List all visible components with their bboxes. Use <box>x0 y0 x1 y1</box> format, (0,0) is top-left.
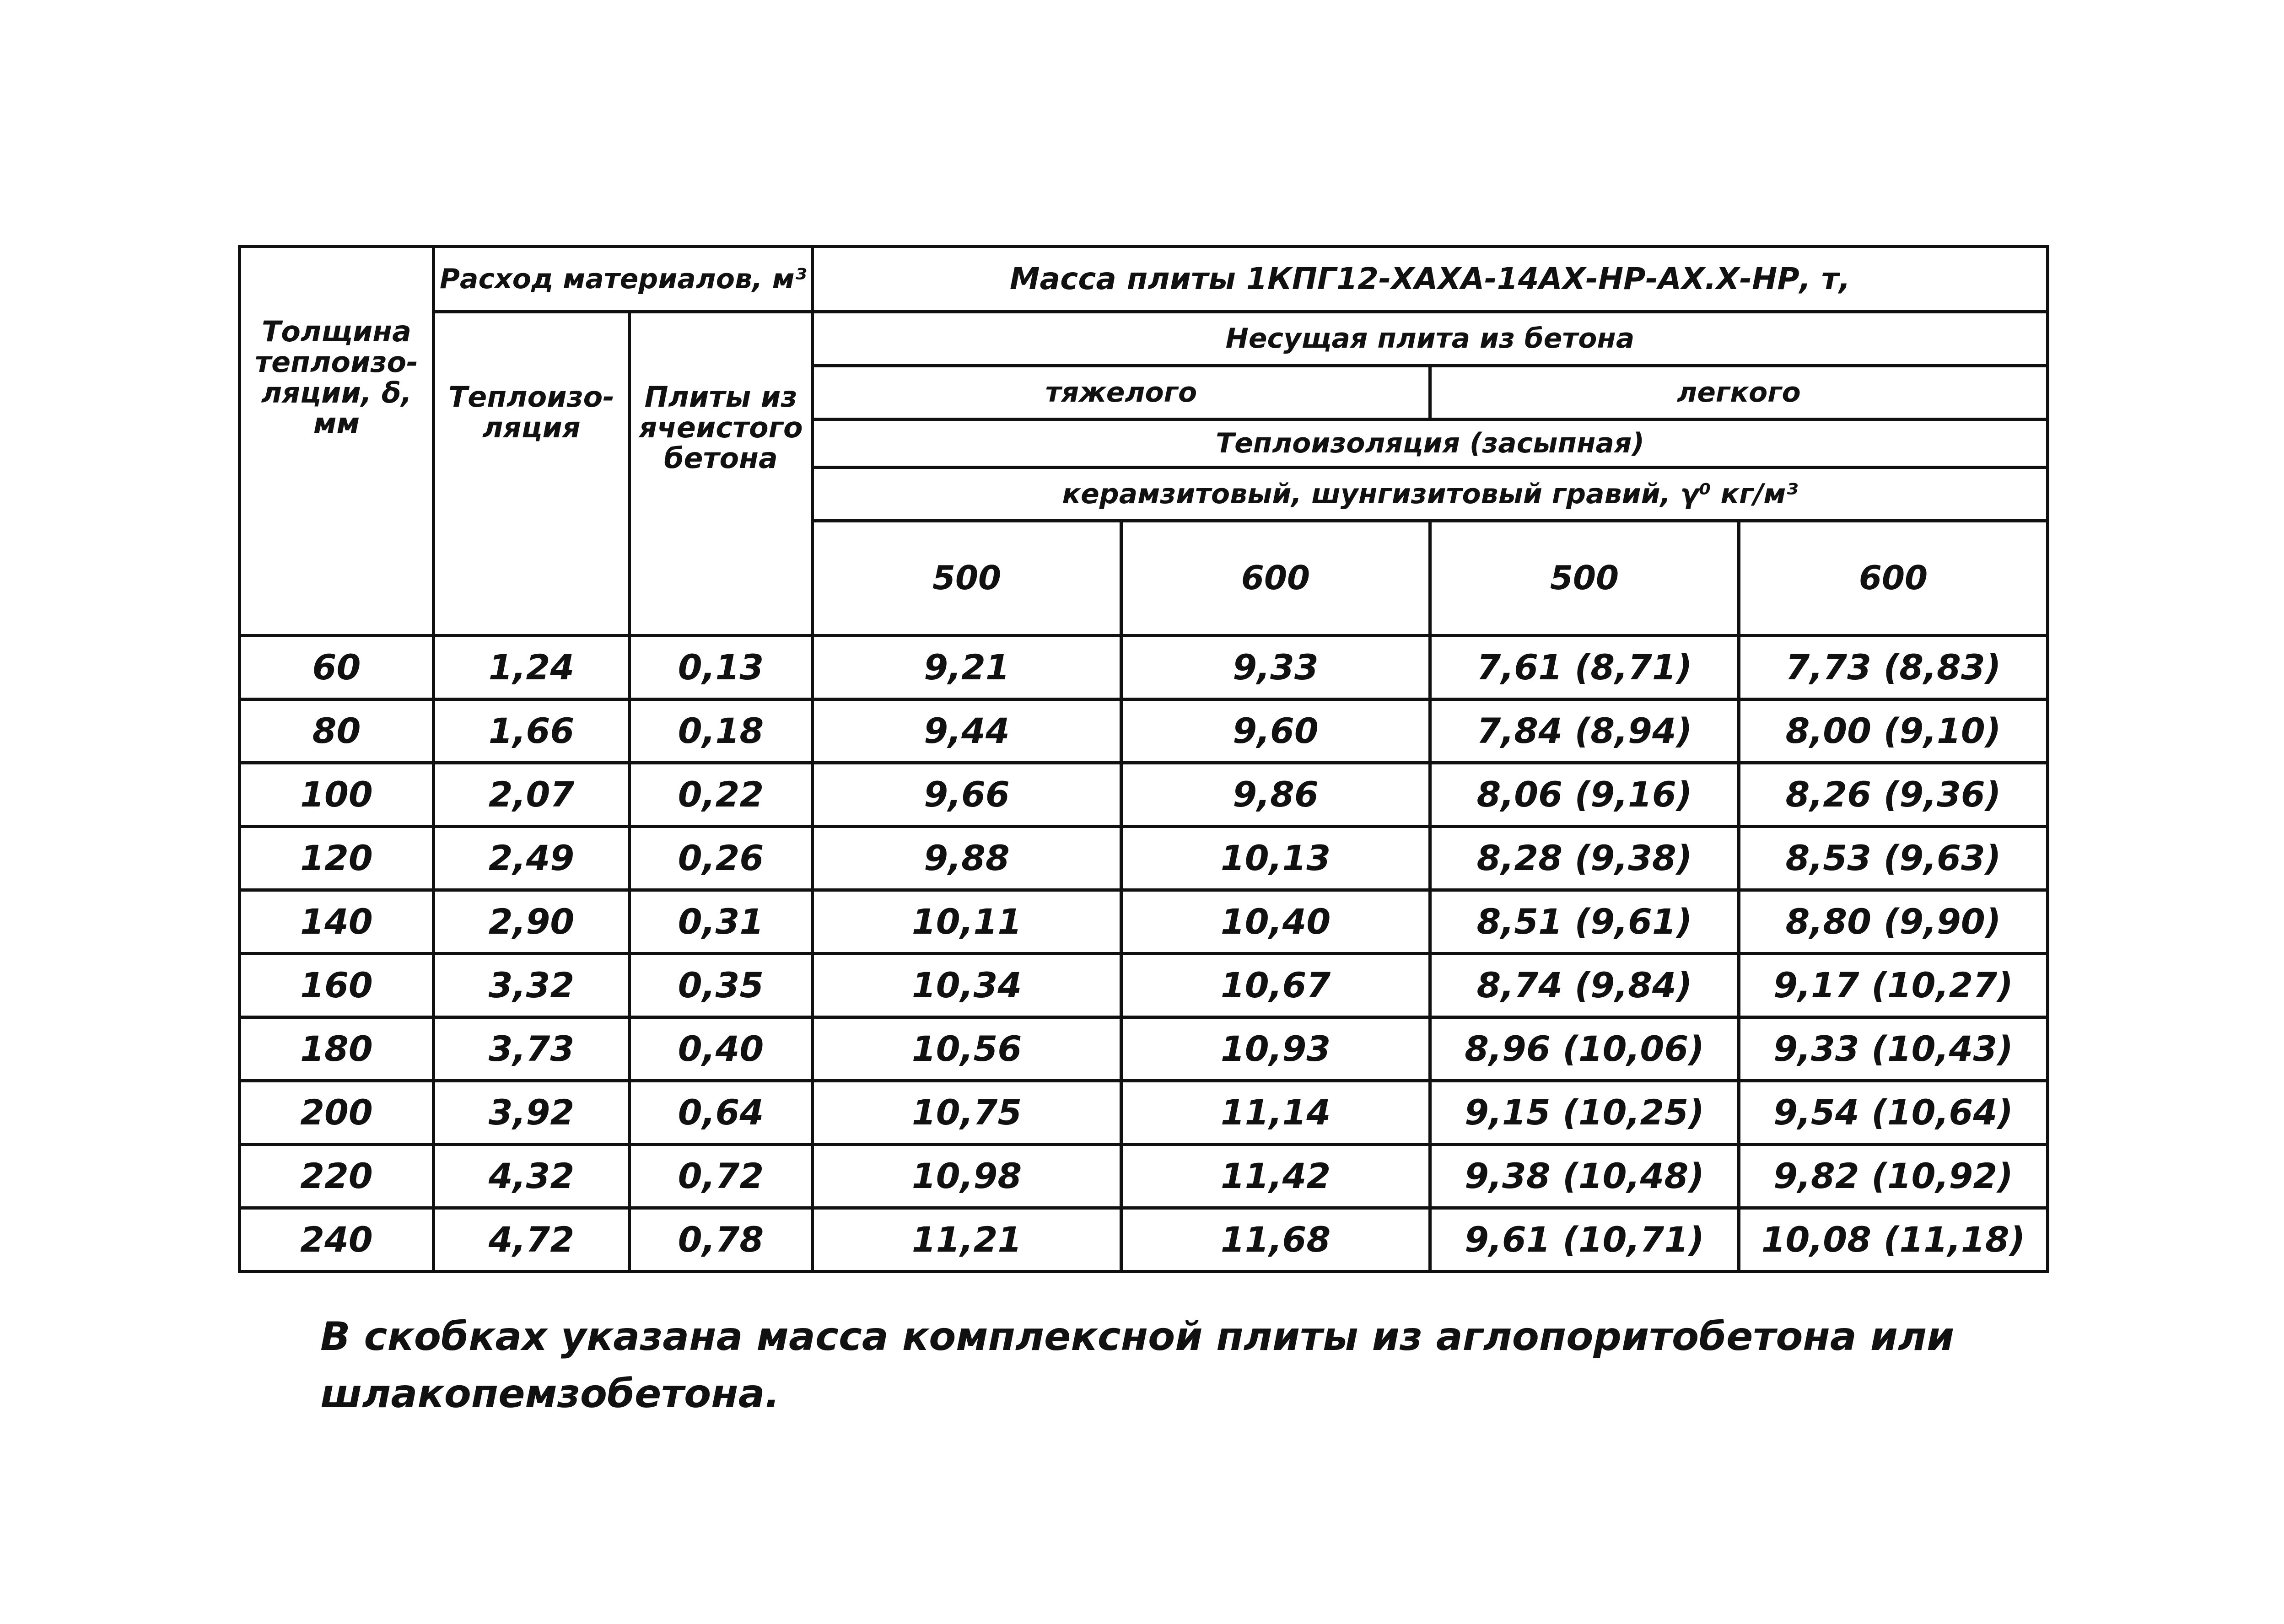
cell-heavy-500: 10,56 <box>813 1017 1121 1081</box>
cell-light-600: 9,33 (10,43) <box>1739 1017 2048 1081</box>
cell-light-600: 10,08 (11,18) <box>1739 1208 2048 1272</box>
cell-cellular: 0,18 <box>630 699 813 763</box>
cell-thickness: 100 <box>240 763 434 827</box>
cell-cellular: 0,64 <box>630 1081 813 1145</box>
cell-thickness: 140 <box>240 890 434 954</box>
cell-heavy-500: 10,98 <box>813 1145 1121 1208</box>
cell-cellular: 0,35 <box>630 954 813 1017</box>
table-row <box>240 954 2048 1017</box>
cell-light-600: 9,54 (10,64) <box>1739 1081 2048 1145</box>
cell-heavy-600: 10,40 <box>1121 890 1430 954</box>
cell-cellular: 0,26 <box>630 827 813 890</box>
density-col-1: 500 <box>813 521 1121 636</box>
table-row <box>240 1081 2048 1145</box>
density-col-4: 600 <box>1739 521 2048 636</box>
cell-light-500: 8,51 (9,61) <box>1430 890 1739 954</box>
cell-cellular: 0,78 <box>630 1208 813 1272</box>
cell-light-500: 8,96 (10,06) <box>1430 1017 1739 1081</box>
material-mass-table <box>238 245 2046 1263</box>
cell-thickness: 220 <box>240 1145 434 1208</box>
cell-insulation: 1,24 <box>434 636 630 699</box>
cell-cellular: 0,22 <box>630 763 813 827</box>
cell-heavy-500: 10,34 <box>813 954 1121 1017</box>
cell-heavy-500: 11,21 <box>813 1208 1121 1272</box>
table-row <box>240 636 2048 699</box>
insulation-type-header: Теплоизоляция (засыпная) <box>813 419 2048 468</box>
table-row <box>240 827 2048 890</box>
table-row <box>240 890 2048 954</box>
cell-thickness: 80 <box>240 699 434 763</box>
cell-insulation: 2,49 <box>434 827 630 890</box>
cell-light-500: 8,28 (9,38) <box>1430 827 1739 890</box>
cell-heavy-600: 10,93 <box>1121 1017 1430 1081</box>
light-concrete-header: легкого <box>1430 366 2048 419</box>
cell-light-500: 8,74 (9,84) <box>1430 954 1739 1017</box>
cell-heavy-600: 9,86 <box>1121 763 1430 827</box>
table-row <box>240 1017 2048 1081</box>
cell-cellular: 0,72 <box>630 1145 813 1208</box>
cell-light-500: 8,06 (9,16) <box>1430 763 1739 827</box>
cell-heavy-500: 9,88 <box>813 827 1121 890</box>
cell-light-600: 7,73 (8,83) <box>1739 636 2048 699</box>
cell-heavy-500: 9,21 <box>813 636 1121 699</box>
cell-insulation: 3,32 <box>434 954 630 1017</box>
gravel-header: керамзитовый, шунгизитовый гравий, γ⁰ кг/м³ <box>813 468 2048 521</box>
cell-heavy-600: 11,68 <box>1121 1208 1430 1272</box>
cell-light-600: 8,26 (9,36) <box>1739 763 2048 827</box>
cell-insulation: 4,32 <box>434 1145 630 1208</box>
cell-heavy-500: 10,11 <box>813 890 1121 954</box>
cell-thickness: 200 <box>240 1081 434 1145</box>
cell-heavy-600: 9,33 <box>1121 636 1430 699</box>
cell-heavy-600: 9,60 <box>1121 699 1430 763</box>
carrier-slab-header: Несущая плита из бетона <box>813 312 2048 366</box>
cell-cellular: 0,13 <box>630 636 813 699</box>
cell-heavy-500: 10,75 <box>813 1081 1121 1145</box>
cell-light-500: 7,84 (8,94) <box>1430 699 1739 763</box>
cell-heavy-600: 10,13 <box>1121 827 1430 890</box>
mass-header: Масса плиты 1КПГ12-ХАХА-14АХ-НР-АХ.Х-НР, т, <box>813 247 2048 312</box>
table-row <box>240 1145 2048 1208</box>
cell-insulation: 3,92 <box>434 1081 630 1145</box>
cell-cellular: 0,31 <box>630 890 813 954</box>
cell-light-600: 8,00 (9,10) <box>1739 699 2048 763</box>
cell-light-500: 9,38 (10,48) <box>1430 1145 1739 1208</box>
heavy-concrete-header: тяжелого <box>813 366 1430 419</box>
cell-heavy-500: 9,44 <box>813 699 1121 763</box>
consumption-header: Расход материалов, м³ <box>434 247 813 312</box>
cell-light-600: 8,53 (9,63) <box>1739 827 2048 890</box>
cellular-concrete-header: Плиты из ячеистого бетона <box>630 312 813 636</box>
cell-light-500: 7,61 (8,71) <box>1430 636 1739 699</box>
cell-cellular: 0,40 <box>630 1017 813 1081</box>
cell-thickness: 60 <box>240 636 434 699</box>
footnote: В скобках указана масса комплексной плиты из аглопоритобетона или шлакопемзобетона. <box>320 1314 1955 1417</box>
cell-thickness: 240 <box>240 1208 434 1272</box>
cell-insulation: 2,90 <box>434 890 630 954</box>
cell-heavy-500: 9,66 <box>813 763 1121 827</box>
cell-heavy-600: 11,14 <box>1121 1081 1430 1145</box>
cell-thickness: 120 <box>240 827 434 890</box>
cell-light-500: 9,15 (10,25) <box>1430 1081 1739 1145</box>
cell-light-600: 9,17 (10,27) <box>1739 954 2048 1017</box>
cell-insulation: 1,66 <box>434 699 630 763</box>
cell-insulation: 4,72 <box>434 1208 630 1272</box>
density-col-2: 600 <box>1121 521 1430 636</box>
cell-insulation: 2,07 <box>434 763 630 827</box>
cell-light-600: 9,82 (10,92) <box>1739 1145 2048 1208</box>
table-row <box>240 763 2048 827</box>
density-col-3: 500 <box>1430 521 1739 636</box>
cell-light-500: 9,61 (10,71) <box>1430 1208 1739 1272</box>
thickness-header: Толщина теплоизо- ляции, δ, мм <box>240 247 434 636</box>
cell-thickness: 160 <box>240 954 434 1017</box>
cell-heavy-600: 10,67 <box>1121 954 1430 1017</box>
table-row <box>240 699 2048 763</box>
cell-thickness: 180 <box>240 1017 434 1081</box>
cell-heavy-600: 11,42 <box>1121 1145 1430 1208</box>
cell-light-600: 8,80 (9,90) <box>1739 890 2048 954</box>
insulation-header: Теплоизо- ляция <box>434 312 630 636</box>
table-row <box>240 1208 2048 1272</box>
cell-insulation: 3,73 <box>434 1017 630 1081</box>
